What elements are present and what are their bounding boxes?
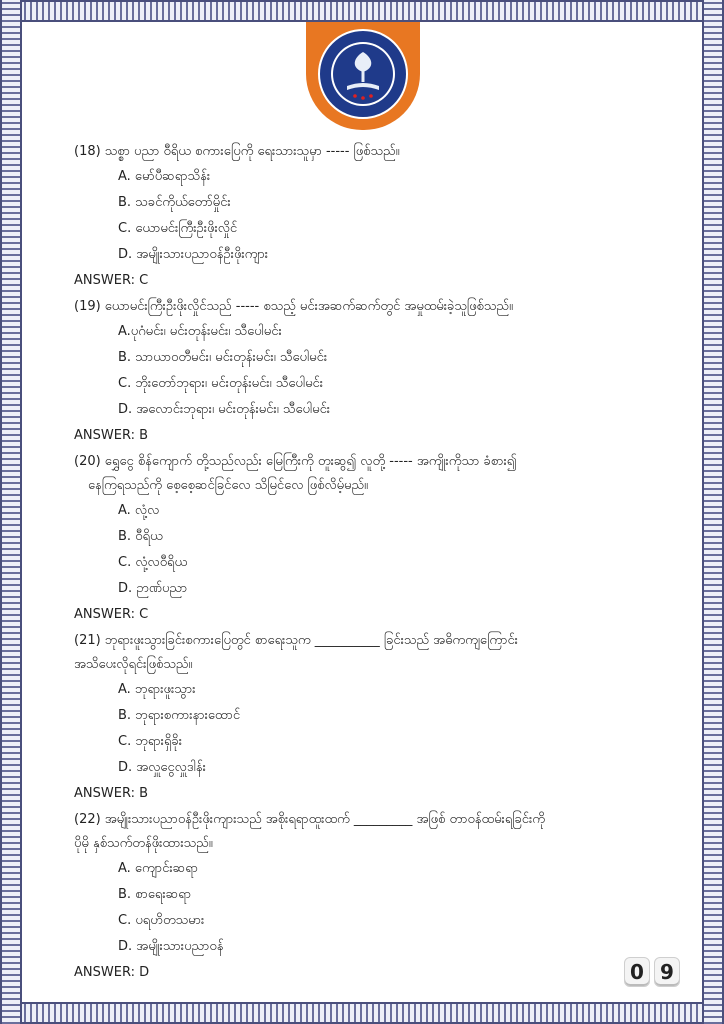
question-number: (19) xyxy=(74,299,101,314)
question-number: (21) xyxy=(74,633,101,648)
answer-label: ANSWER: B xyxy=(74,428,149,443)
option-a: A. မော်ပီဆရာသိန်း xyxy=(118,169,211,184)
answer-label: ANSWER: B xyxy=(74,786,149,801)
right-border xyxy=(702,0,724,1024)
page-digit: 0 xyxy=(624,957,650,987)
question-number: (22) xyxy=(74,812,101,827)
question-number: (18) xyxy=(74,144,101,159)
question-text: အမျိုးသားပညာဝန်ဦးဖိုးကျားသည် အစိုးရရာထူးထက် _________ အဖြစ် တာဝန်ထမ်းရခြင်းကို xyxy=(104,812,546,827)
page-digit: 9 xyxy=(654,957,680,987)
page-number xyxy=(624,957,680,987)
option-d: D. အမျိုးသားပညာဝန် xyxy=(118,939,224,954)
question-text-cont: ပိုမို နှစ်သက်တန်ဖိုးထားသည်။ xyxy=(74,836,213,851)
question-text-cont: နေကြရသည်ကို စေ့စေ့ဆင်ခြင်လေ သိမြင်လေ ဖြစ်လိမ့်မည်။ xyxy=(88,478,368,493)
option-c: C. ဘုရားရှိခိုး xyxy=(118,734,183,749)
question-22 xyxy=(74,810,654,983)
question-list xyxy=(74,142,654,989)
option-b: B. သခင်ကိုယ်တော်မှိုင်း xyxy=(118,195,231,210)
option-b: B. ဘုရားစကားနားထောင် xyxy=(118,708,241,723)
option-b: B. သာယာဝတီမင်း၊ မင်းတုန်းမင်း၊ သီပေါမင်း xyxy=(118,350,328,365)
question-21 xyxy=(74,631,654,804)
question-text-cont: အသိပေးလိုရင်းဖြစ်သည်။ xyxy=(74,657,193,672)
answer-label: ANSWER: C xyxy=(74,607,149,622)
left-border xyxy=(0,0,22,1024)
answer-label: ANSWER: D xyxy=(74,965,150,980)
question-20 xyxy=(74,452,654,625)
question-text: ရွှေငွေ စိန်ကျောက် တို့သည်လည်း မြေကြီးကို တူးဆွ၍ လူတို့ ----- အကျိုးကိုသာ ခံစား၍ xyxy=(104,454,517,469)
option-c: C. ယောမင်းကြီးဦးဖိုးလှိုင် xyxy=(118,221,238,236)
option-a: A. ကျောင်းဆရာ xyxy=(118,861,198,876)
option-d: D. အမျိုးသားပညာဝန်ဦးဖိုးကျား xyxy=(118,247,269,262)
ministry-logo xyxy=(306,22,420,130)
option-a: A.ပုဂံမင်း၊ မင်းတုန်းမင်း၊ သီပေါမင်း xyxy=(118,324,282,339)
top-border xyxy=(0,0,724,22)
option-c: C. ဘိုးတော်ဘုရား၊ မင်းတုန်းမင်း၊ သီပေါမင်း xyxy=(118,376,324,391)
option-b: B. ဝီရိယ xyxy=(118,529,163,544)
bottom-border xyxy=(0,1002,724,1024)
option-a: A. ဘုရားဖူးသွား xyxy=(118,682,196,697)
option-c: C. လုံ့လဝီရိယ xyxy=(118,555,188,570)
question-number: (20) xyxy=(74,454,101,469)
question-text: ဘုရားဖူးသွားခြင်းစကားပြေတွင် စာရေးသူက __________ ခြင်းသည် အဓိကကျကြောင်း xyxy=(104,633,518,648)
option-d: D. အလောင်းဘုရား၊ မင်းတုန်းမင်း၊ သီပေါမင်း xyxy=(118,402,331,417)
question-text: သစ္စာ ပညာ ဝီရိယ စကားပြေကို ရေးသားသူမှာ ----- ဖြစ်သည်။ xyxy=(104,144,400,159)
option-d: D. ဉာဏ်ပညာ xyxy=(118,581,188,596)
option-b: B. စာရေးဆရာ xyxy=(118,887,192,902)
question-text: ယောမင်းကြီးဦးဖိုးလှိုင်သည် ----- စသည့် မင်းအဆက်ဆက်တွင် အမှုထမ်းခဲ့သူဖြစ်သည်။ xyxy=(104,299,513,314)
question-19 xyxy=(74,297,654,446)
option-a: A. လုံ့လ xyxy=(118,503,160,518)
answer-label: ANSWER: C xyxy=(74,273,149,288)
option-d: D. အလှူငွေလှူဒါန်း xyxy=(118,760,206,775)
option-c: C. ပရဟိတသမား xyxy=(118,913,205,928)
question-18 xyxy=(74,142,654,291)
